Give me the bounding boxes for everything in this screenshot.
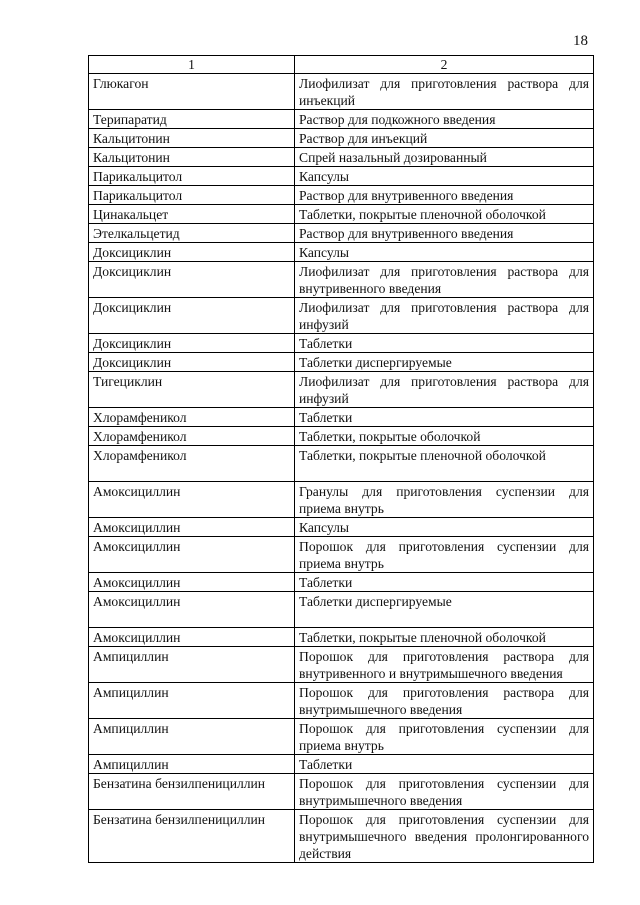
dosage-form-cell: Таблетки bbox=[295, 573, 594, 592]
drug-name-cell: Парикальцитол bbox=[89, 186, 295, 205]
table-row bbox=[89, 353, 594, 372]
drug-name-cell: Цинакальцет bbox=[89, 205, 295, 224]
drug-name-cell: Хлорамфеникол bbox=[89, 408, 295, 427]
table-row bbox=[89, 298, 594, 334]
table-row bbox=[89, 243, 594, 262]
table-row bbox=[89, 110, 594, 129]
dosage-form-cell: Таблетки, покрытые пленочной оболочкой bbox=[295, 628, 594, 647]
dosage-form-cell: Порошок для приготовления суспензии для приема внутрь bbox=[295, 719, 594, 755]
table-row bbox=[89, 186, 594, 205]
column-header-2: 2 bbox=[295, 56, 594, 74]
table-row bbox=[89, 810, 594, 863]
dosage-form-cell: Лиофилизат для приготовления раствора для инфузий bbox=[295, 298, 594, 334]
dosage-form-cell: Раствор для внутривенного введения bbox=[295, 224, 594, 243]
dosage-form-cell: Таблетки диспергируемые bbox=[295, 592, 594, 628]
table-row bbox=[89, 446, 594, 482]
page-number: 18 bbox=[573, 33, 588, 49]
drug-name-cell: Ампициллин bbox=[89, 755, 295, 774]
dosage-form-cell: Спрей назальный дозированный bbox=[295, 148, 594, 167]
table-row bbox=[89, 205, 594, 224]
drug-name-cell: Хлорамфеникол bbox=[89, 427, 295, 446]
table-row bbox=[89, 683, 594, 719]
table-row bbox=[89, 573, 594, 592]
table-row bbox=[89, 408, 594, 427]
dosage-form-cell: Раствор для инъекций bbox=[295, 129, 594, 148]
drug-name-cell: Доксициклин bbox=[89, 353, 295, 372]
table-row bbox=[89, 628, 594, 647]
drug-name-cell: Терипаратид bbox=[89, 110, 295, 129]
dosage-form-cell: Лиофилизат для приготовления раствора для внутривенного введения bbox=[295, 262, 594, 298]
dosage-form-cell: Порошок для приготовления раствора для внутривенного и внутримышечного введения bbox=[295, 647, 594, 683]
drug-name-cell: Бензатина бензилпенициллин bbox=[89, 774, 295, 810]
dosage-form-cell: Порошок для приготовления раствора для внутримышечного введения bbox=[295, 683, 594, 719]
dosage-form-cell: Порошок для приготовления суспензии для внутримышечного введения пролонгированного действия bbox=[295, 810, 594, 863]
table-row bbox=[89, 129, 594, 148]
dosage-form-cell: Капсулы bbox=[295, 243, 594, 262]
table-row bbox=[89, 262, 594, 298]
drug-name-cell: Амоксициллин bbox=[89, 537, 295, 573]
drug-table bbox=[88, 55, 594, 863]
drug-name-cell: Парикальцитол bbox=[89, 167, 295, 186]
table-row bbox=[89, 372, 594, 408]
table-header-row bbox=[89, 56, 594, 74]
drug-name-cell: Ампициллин bbox=[89, 719, 295, 755]
dosage-form-cell: Капсулы bbox=[295, 518, 594, 537]
table-row bbox=[89, 427, 594, 446]
drug-name-cell: Доксициклин bbox=[89, 262, 295, 298]
drug-name-cell: Этелкальцетид bbox=[89, 224, 295, 243]
dosage-form-cell: Таблетки bbox=[295, 334, 594, 353]
dosage-form-cell: Лиофилизат для приготовления раствора для инъекций bbox=[295, 74, 594, 110]
drug-name-cell: Ампициллин bbox=[89, 683, 295, 719]
drug-name-cell: Глюкагон bbox=[89, 74, 295, 110]
dosage-form-cell: Таблетки диспергируемые bbox=[295, 353, 594, 372]
table-row bbox=[89, 482, 594, 518]
dosage-form-cell: Таблетки, покрытые оболочкой bbox=[295, 427, 594, 446]
table-row bbox=[89, 592, 594, 628]
dosage-form-cell: Порошок для приготовления суспензии для приема внутрь bbox=[295, 537, 594, 573]
drug-name-cell: Амоксициллин bbox=[89, 482, 295, 518]
drug-name-cell: Кальцитонин bbox=[89, 148, 295, 167]
drug-name-cell: Доксициклин bbox=[89, 334, 295, 353]
drug-name-cell: Амоксициллин bbox=[89, 573, 295, 592]
drug-name-cell: Амоксициллин bbox=[89, 628, 295, 647]
dosage-form-cell: Лиофилизат для приготовления раствора для инфузий bbox=[295, 372, 594, 408]
drug-name-cell: Доксициклин bbox=[89, 298, 295, 334]
table-row bbox=[89, 647, 594, 683]
dosage-form-cell: Раствор для внутривенного введения bbox=[295, 186, 594, 205]
drug-name-cell: Амоксициллин bbox=[89, 518, 295, 537]
column-header-1: 1 bbox=[89, 56, 295, 74]
dosage-form-cell: Капсулы bbox=[295, 167, 594, 186]
table-row bbox=[89, 755, 594, 774]
dosage-form-cell: Таблетки bbox=[295, 408, 594, 427]
table-row bbox=[89, 148, 594, 167]
drug-name-cell: Ампициллин bbox=[89, 647, 295, 683]
table-row bbox=[89, 167, 594, 186]
drug-name-cell: Тигециклин bbox=[89, 372, 295, 408]
table-row bbox=[89, 719, 594, 755]
table-row bbox=[89, 334, 594, 353]
table-row bbox=[89, 224, 594, 243]
drug-name-cell: Кальцитонин bbox=[89, 129, 295, 148]
table-row bbox=[89, 537, 594, 573]
table-row bbox=[89, 74, 594, 110]
drug-name-cell: Амоксициллин bbox=[89, 592, 295, 628]
dosage-form-cell: Порошок для приготовления суспензии для внутримышечного введения bbox=[295, 774, 594, 810]
drug-name-cell: Хлорамфеникол bbox=[89, 446, 295, 482]
dosage-form-cell: Гранулы для приготовления суспензии для приема внутрь bbox=[295, 482, 594, 518]
drug-name-cell: Бензатина бензилпенициллин bbox=[89, 810, 295, 863]
dosage-form-cell: Таблетки, покрытые пленочной оболочкой bbox=[295, 446, 594, 482]
dosage-form-cell: Таблетки, покрытые пленочной оболочкой bbox=[295, 205, 594, 224]
table-row bbox=[89, 774, 594, 810]
drug-name-cell: Доксициклин bbox=[89, 243, 295, 262]
table-row bbox=[89, 518, 594, 537]
dosage-form-cell: Раствор для подкожного введения bbox=[295, 110, 594, 129]
dosage-form-cell: Таблетки bbox=[295, 755, 594, 774]
